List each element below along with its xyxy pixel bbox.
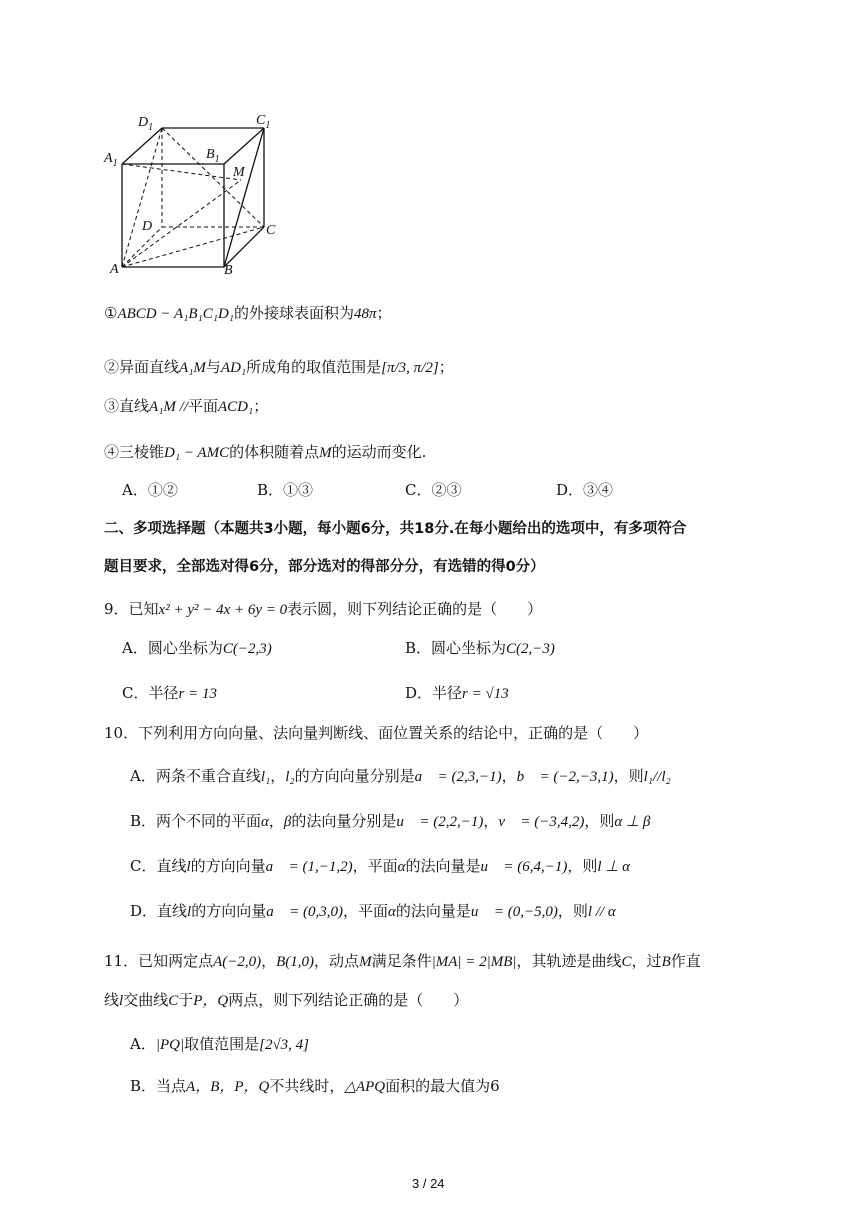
label-c: C — [266, 223, 276, 238]
label-c1: $C_1$ — [256, 113, 271, 131]
label-d: D — [142, 219, 153, 234]
q10-option-b: B．两个不同的平面α，β的法向量分别是u⃗ = (2,2,−1)，v⃗ = (−3,4,2)，则α ⊥ β — [130, 812, 651, 830]
label-d1: $D_1$ — [138, 115, 154, 133]
label-a1: $A_1$ — [104, 151, 118, 169]
q8-option-c: C．②③ — [405, 481, 462, 499]
statement-4: ④三棱锥D₁ − AMC的体积随着点M的运动而变化. — [104, 443, 427, 461]
q8-option-b: B．①③ — [257, 481, 314, 499]
statement-3: ③直线A₁M //平面ACD₁； — [104, 397, 269, 415]
q11-stem-line2: 线l交曲线C于P，Q两点，则下列结论正确的是（ ） — [104, 991, 469, 1009]
q11-option-a: A．|PQ|取值范围是[2√3, 4] — [130, 1035, 310, 1053]
q10-stem: 10．下列利用方向向量、法向量判断线、面位置关系的结论中，正确的是（ ） — [104, 724, 649, 742]
q11-stem-line1: 11．已知两定点A(−2,0)，B(1,0)，动点M满足条件|MA| = 2|MB|，其轨迹是曲线C，过B作直 — [104, 952, 701, 970]
q10-option-d: D．直线l的方向向量a⃗ = (0,3,0)，平面α的法向量是u⃗ = (0,−5,0)，则l // α — [130, 902, 616, 920]
cube-figure — [100, 110, 290, 280]
statement-2: ②异面直线A₁M与AD₁所成角的取值范围是[π/3, π/2]； — [104, 358, 454, 376]
q8-option-a: A．①② — [122, 481, 178, 499]
q9-option-c: C．半径r = 13 — [122, 684, 217, 702]
section2-heading-line1: 二、多项选择题（本题共3小题，每小题6分，共18分.在每小题给出的选项中，有多项符合 — [104, 521, 687, 537]
q8-option-d: D．③④ — [556, 481, 614, 499]
q9-option-d: D．半径r = √13 — [405, 684, 509, 702]
q10-option-a: A．两条不重合直线l₁，l₂的方向向量分别是a⃗ = (2,3,−1)，b⃗ = (−2,−3,1)，则l₁//l₂ — [130, 767, 671, 785]
q11-option-b: B．当点A，B，P，Q不共线时，△APQ面积的最大值为6 — [130, 1077, 500, 1095]
section2-heading-line2: 题目要求，全部选对得6分，部分选对的得部分分，有选错的得0分） — [104, 559, 545, 575]
label-b1: $B_1$ — [206, 147, 220, 165]
q9-option-b: B．圆心坐标为C(2,−3) — [405, 639, 555, 657]
q10-option-c: C．直线l的方向向量a⃗ = (1,−1,2)，平面α的法向量是u⃗ = (6,4,−1)，则l ⊥ α — [130, 857, 631, 875]
label-b: B — [224, 263, 233, 278]
label-m: M — [233, 165, 245, 180]
q9-option-a: A．圆心坐标为C(−2,3) — [122, 639, 272, 657]
label-a: A — [110, 262, 119, 277]
page-number: 3 / 24 — [412, 1176, 445, 1191]
q9-stem: 9．已知x² + y² − 4x + 6y = 0表示圆，则下列结论正确的是（ ） — [104, 600, 543, 618]
statement-1: ①ABCD − A₁B₁C₁D₁的外接球表面积为48π； — [104, 304, 392, 322]
